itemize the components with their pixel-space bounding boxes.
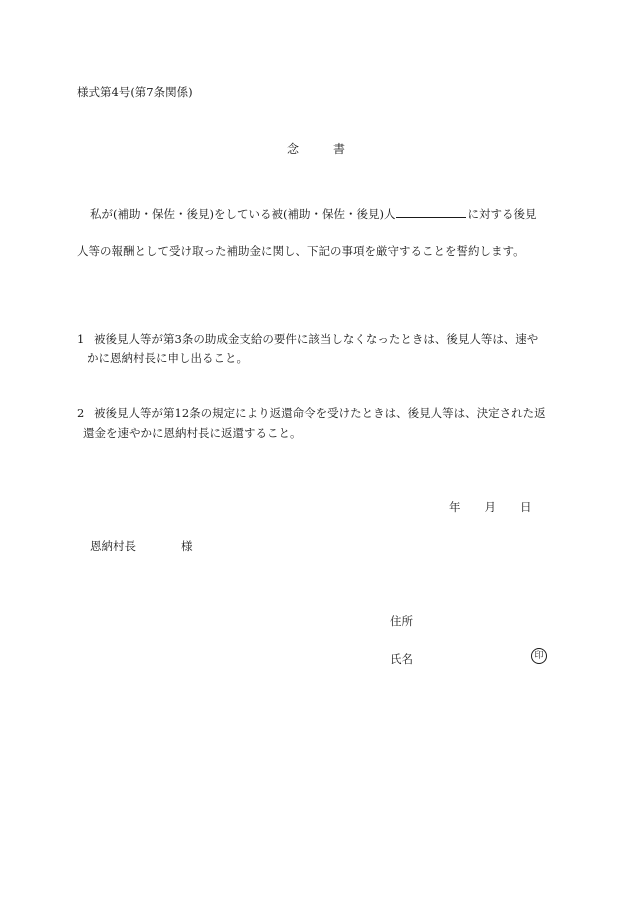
item-1-line-2: かに恩納村長に申し出ること。 — [87, 351, 248, 365]
item-1-text: 被後見人等が第3条の助成金支給の要件に該当しなくなったときは、後見人等は、速や — [94, 332, 539, 346]
addressee-line — [90, 538, 193, 554]
addressee-name: 恩納村長 — [90, 539, 136, 553]
title-char-2: 書 — [333, 142, 346, 156]
item-2-number: 2 — [77, 406, 85, 420]
item-1-number: 1 — [77, 332, 85, 346]
name-blank-underline — [396, 205, 466, 218]
seal-icon: 印 — [531, 648, 547, 664]
intro-text-after-blank: に対する後見 — [467, 207, 537, 221]
form-number: 様式第4号(第7条関係) — [77, 85, 193, 99]
document-title — [287, 140, 345, 157]
name-label: 氏名 — [390, 652, 413, 666]
date-day: 日 — [520, 500, 532, 514]
date-year: 年 — [449, 500, 461, 514]
address-label: 住所 — [390, 614, 413, 628]
item-2-line-2: 還金を速やかに恩納村長に返還すること。 — [83, 426, 302, 440]
addressee-honorific: 様 — [181, 539, 193, 553]
item-2-line-1 — [77, 405, 546, 421]
item-1-line-1 — [77, 331, 538, 347]
title-char-1: 念 — [287, 142, 300, 156]
intro-text-before-blank: 私が(補助・保佐・後見)をしている被(補助・保佐・後見)人 — [90, 207, 396, 221]
intro-line-2: 人等の報酬として受け取った補助金に関し、下記の事項を厳守することを誓約します。 — [77, 244, 525, 258]
item-2-text: 被後見人等が第12条の規定により返還命令を受けたときは、後見人等は、決定された返 — [94, 406, 546, 420]
date-month: 月 — [484, 500, 496, 514]
date-line — [449, 499, 532, 515]
intro-line-1 — [90, 205, 536, 222]
